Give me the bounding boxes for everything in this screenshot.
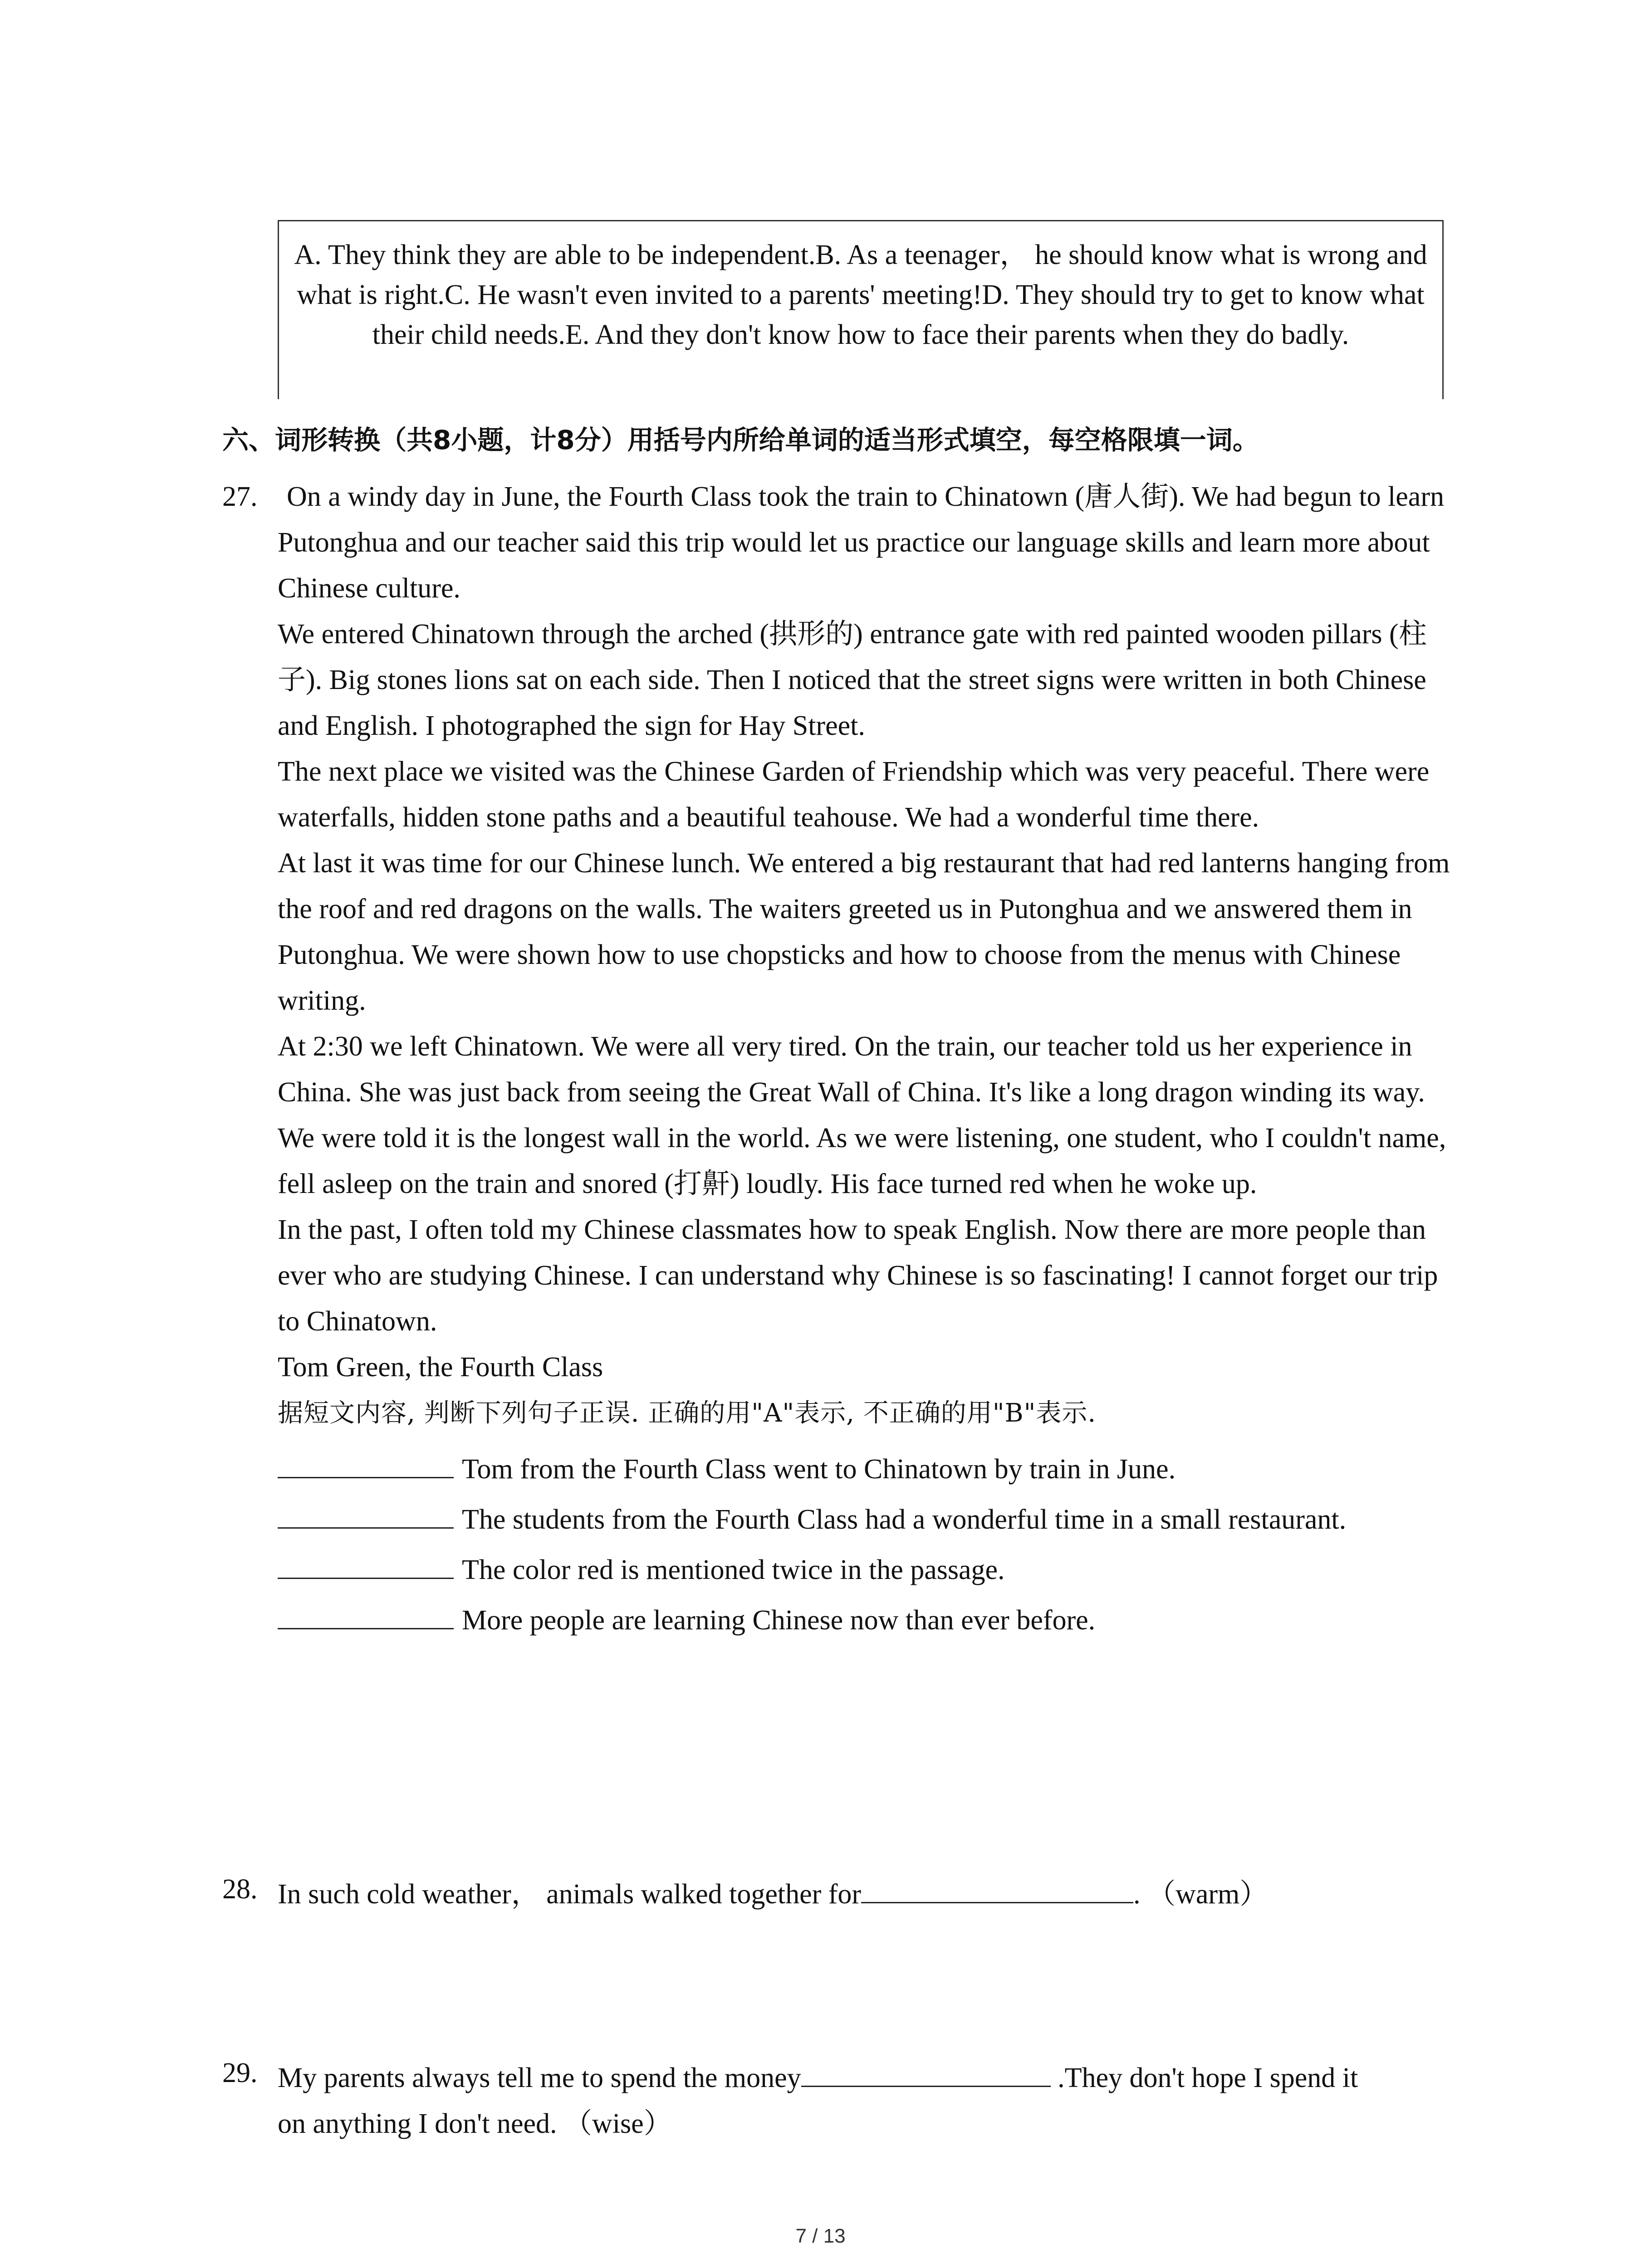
true-false-list: [278, 1442, 1453, 1643]
statement-text: Tom from the Fourth Class went to Chinatown by train in June.: [462, 1454, 1176, 1485]
passage-paragraph: The next place we visited was the Chinese Garden of Friendship which was very peaceful. There were waterfalls, hidden stone paths and a beautiful teahouse. We had a wonderful time there.: [278, 756, 1430, 833]
page-number: 7 / 13: [795, 2225, 846, 2247]
question-27-passage: [278, 474, 1453, 1643]
question-28-before: In such cold weather， animals walked together for: [278, 1879, 862, 1910]
answer-blank[interactable]: [278, 1593, 454, 1629]
answer-blank[interactable]: [278, 1442, 454, 1478]
question-29-text: [278, 2050, 1358, 2147]
list-item: [278, 1593, 1453, 1643]
question-28-text: [278, 1867, 1268, 1917]
statement-text: More people are learning Chinese now than ever before.: [462, 1605, 1096, 1636]
passage-paragraph: At last it was time for our Chinese lunch. We entered a big restaurant that had red lanterns hanging from the roof and red dragons on the walls. The waiters greeted us in Putonghua and we answered them in Putonghua. We were shown how to use chopsticks and how to choose from the menus with Chinese writing.: [278, 848, 1450, 1016]
passage-paragraph: On a windy day in June, the Fourth Class took the train to Chinatown (唐人街). We had begun to learn Putonghua and our teacher said this trip would let us practice our language skills and learn more about Chinese culture.: [278, 481, 1444, 604]
passage-paragraph: In the past, I often told my Chinese classmates how to speak English. Now there are more people than ever who are studying Chinese. I can understand why Chinese is so fascinating! I cannot forget our trip to Chinatown.: [278, 1214, 1438, 1337]
options-text: A. They think they are able to be independent.B. As a teenager， he should know what is wrong and what is right.C. He wasn't even invited to a parents' meeting!D. They should try to get to know what their child needs.E. And they don't know how to face their parents when they do badly.: [294, 240, 1427, 350]
instruction-text: 据短文内容, 判断下列句子正误. 正确的用"A"表示, 不正确的用"B"表示.: [278, 1398, 1097, 1428]
passage-paragraph: We entered Chinatown through the arched (拱形的) entrance gate with red painted wooden pillars (柱子). Big stones lions sat on each side. Then I noticed that the street signs were written in both Chinese and English. I photographed the sign for Hay Street.: [278, 619, 1427, 741]
statement-text: The color red is mentioned twice in the passage.: [462, 1554, 1005, 1585]
answer-blank[interactable]: [278, 1492, 454, 1529]
question-29-before: My parents always tell me to spend the money: [278, 2063, 801, 2093]
question-29-line2: on anything I don't need. （wise）: [278, 2108, 672, 2139]
options-box: [278, 220, 1444, 399]
list-item: [278, 1542, 1453, 1593]
question-28-number: 28.: [222, 1874, 258, 1905]
question-29-number: 29.: [222, 2058, 258, 2088]
passage-paragraph: At 2:30 we left Chinatown. We were all very tired. On the train, our teacher told us her experience in China. She was just back from seeing the Great Wall of China. It's like a long dragon winding its way. We were told it is the longest wall in the world. As we were listening, one student, who I couldn't name, fell asleep on the train and snored (打鼾) loudly. His face turned red when he woke up.: [278, 1031, 1446, 1199]
section-heading: 六、词形转换（共8小题，计8分）用括号内所给单词的适当形式填空，每空格限填一词。: [222, 425, 1259, 455]
passage-signature: Tom Green, the Fourth Class: [278, 1352, 603, 1383]
answer-blank[interactable]: [861, 1867, 1133, 1903]
answer-blank[interactable]: [278, 1542, 454, 1579]
list-item: [278, 1492, 1453, 1542]
statement-text: The students from the Fourth Class had a wonderful time in a small restaurant.: [462, 1504, 1347, 1535]
question-29-after: .They don't hope I spend it: [1050, 2063, 1358, 2093]
question-27-number: 27.: [222, 481, 258, 512]
question-28-after: . （warm）: [1133, 1879, 1268, 1910]
answer-blank[interactable]: [801, 2050, 1051, 2087]
list-item: [278, 1442, 1453, 1492]
